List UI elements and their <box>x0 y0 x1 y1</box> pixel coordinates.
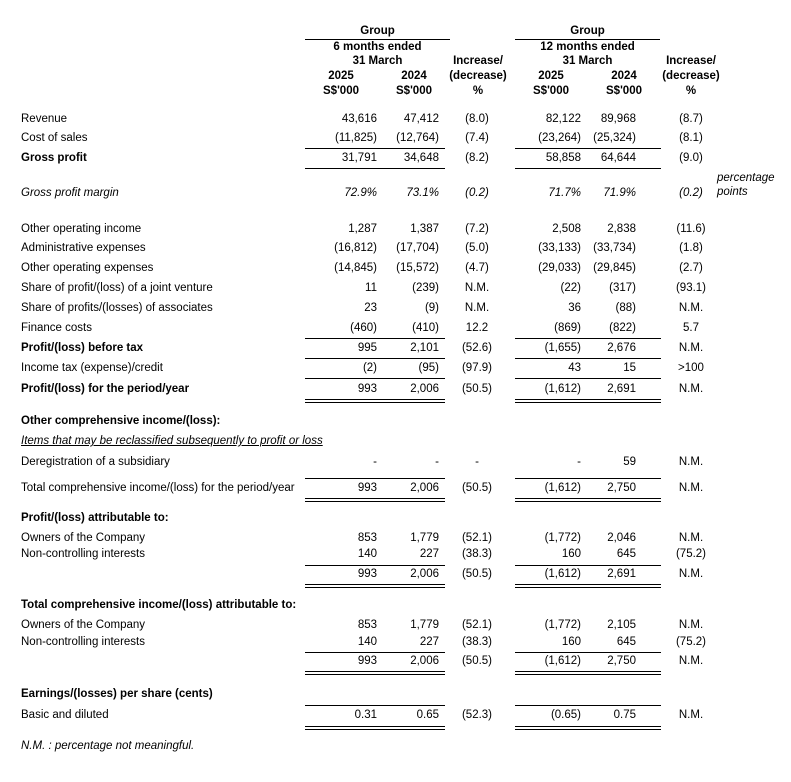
cell-12m-change: >100 <box>678 362 704 374</box>
row-label: Owners of the Company <box>21 619 146 631</box>
cell-12m-2024: 0.75 <box>613 709 636 721</box>
cell-12m-2024: 2,838 <box>607 223 636 235</box>
cell-6m-change: (52.3) <box>461 709 493 721</box>
cell-12m-2025: (1,612) <box>544 568 581 580</box>
cell-12m-2024: (29,845) <box>593 262 636 274</box>
cell-12m-2025: (1,612) <box>544 482 581 494</box>
cell-12m-2024: 2,105 <box>607 619 636 631</box>
underline-rule <box>515 498 661 499</box>
cell-12m-2024: 89,968 <box>600 113 636 125</box>
row-label: Finance costs <box>21 322 92 334</box>
row-label: Owners of the Company <box>21 532 146 544</box>
cell-12m-change: (8.7) <box>679 113 703 125</box>
cell-12m-2024: 645 <box>616 636 636 648</box>
cell-6m-2024: 73.1% <box>406 187 439 199</box>
cell-12m-2024: 2,691 <box>607 568 636 580</box>
underline-rule <box>515 671 661 672</box>
cell-12m-change: (8.1) <box>679 132 703 144</box>
cell-6m-2024: 1,387 <box>410 223 439 235</box>
cell-12m-2025: (1,772) <box>544 619 581 631</box>
period-title-12m: 12 months ended <box>540 41 635 53</box>
cell-12m-change: N.M. <box>678 302 704 314</box>
cell-12m-change: (2.7) <box>679 262 703 274</box>
cell-12m-change: N.M. <box>678 568 704 580</box>
cell-6m-2024: 2,006 <box>410 383 439 395</box>
margin-note-2: points <box>717 186 748 198</box>
underline-rule <box>515 399 661 400</box>
cell-12m-2024: 2,046 <box>607 532 636 544</box>
unit-prior-12m: S$'000 <box>606 85 642 97</box>
cell-6m-2025: 140 <box>357 636 377 648</box>
cell-12m-2025: (33,133) <box>538 242 581 254</box>
cell-6m-2024: 0.65 <box>416 709 439 721</box>
cell-6m-change: (8.0) <box>465 113 489 125</box>
row-label: Other operating expenses <box>21 262 154 274</box>
year-prior-6m: 2024 <box>401 70 427 82</box>
row-label: Administrative expenses <box>21 242 146 254</box>
row-label: Income tax (expense)/credit <box>21 362 163 374</box>
cell-6m-2024: 2,101 <box>410 342 439 354</box>
change-label-6m-2: (decrease) <box>449 70 507 82</box>
cell-6m-change: (0.2) <box>465 187 489 199</box>
underline-rule <box>305 565 445 566</box>
cell-6m-change: (52.1) <box>461 532 493 544</box>
row-label: Share of profit/(loss) of a joint venture <box>21 282 213 294</box>
cell-6m-2025: 31,791 <box>341 152 377 164</box>
cell-12m-change: N.M. <box>678 482 704 494</box>
underline-rule <box>305 671 445 672</box>
cell-6m-change: (50.5) <box>461 655 493 667</box>
cell-6m-2025: (11,825) <box>335 132 377 144</box>
profit-attrib-heading: Profit/(loss) attributable to: <box>21 512 169 524</box>
cell-12m-2024: (25,324) <box>593 132 636 144</box>
group-label-12m: Group <box>570 25 605 37</box>
cell-6m-2024: (410) <box>412 322 439 334</box>
cell-12m-2025: (22) <box>560 282 581 294</box>
oci-heading: Other comprehensive income/(loss): <box>21 415 221 427</box>
cell-6m-2025: 853 <box>357 532 377 544</box>
cell-6m-2024: 2,006 <box>410 482 439 494</box>
cell-6m-2024: 227 <box>419 548 439 560</box>
row-label: Cost of sales <box>21 132 88 144</box>
cell-6m-2024: 227 <box>419 636 439 648</box>
unit-current-6m: S$'000 <box>323 85 359 97</box>
cell-6m-change: 12.2 <box>465 322 489 334</box>
underline-rule <box>305 478 445 479</box>
unit-current-12m: S$'000 <box>533 85 569 97</box>
cell-12m-change: N.M. <box>678 619 704 631</box>
cell-6m-2025: 140 <box>357 548 377 560</box>
cell-12m-2025: (1,772) <box>544 532 581 544</box>
row-label: Gross profit <box>21 152 87 164</box>
underline-rule <box>305 168 445 169</box>
cell-6m-change: (38.3) <box>461 548 493 560</box>
cell-12m-2024: 59 <box>623 456 636 468</box>
period-date-6m: 31 March <box>352 55 403 67</box>
underline-rule <box>515 565 661 566</box>
cell-6m-2025: (14,845) <box>334 262 377 274</box>
underline-rule <box>515 652 661 653</box>
year-current-6m: 2025 <box>328 70 354 82</box>
cell-12m-change: N.M. <box>678 342 704 354</box>
cell-12m-2025: 58,858 <box>545 152 581 164</box>
cell-6m-2024: (9) <box>424 302 439 314</box>
underline-rule <box>305 729 445 730</box>
cell-6m-2024: (15,572) <box>396 262 439 274</box>
underline-rule <box>305 705 445 706</box>
cell-12m-change: N.M. <box>678 532 704 544</box>
cell-12m-change: (75.2) <box>675 548 707 560</box>
underline-rule <box>305 584 445 585</box>
tci-attrib-heading: Total comprehensive income/(loss) attributable to: <box>21 599 297 611</box>
row-label: Total comprehensive income/(loss) for the period/year <box>21 482 295 494</box>
cell-12m-2025: (0.65) <box>550 709 581 721</box>
cell-12m-2024: 2,750 <box>607 655 636 667</box>
change-label-6m-3: % <box>472 85 484 97</box>
cell-12m-2025: (29,033) <box>538 262 581 274</box>
cell-12m-2024: 64,644 <box>600 152 636 164</box>
cell-12m-2025: (1,612) <box>544 383 581 395</box>
underline-rule <box>305 338 445 339</box>
oci-subheading: Items that may be reclassified subsequently to profit or loss <box>21 435 323 447</box>
cell-6m-2025: (2) <box>362 362 377 374</box>
underline-rule <box>515 501 661 502</box>
eps-heading: Earnings/(losses) per share (cents) <box>21 688 213 700</box>
underline-rule <box>515 402 661 403</box>
cell-12m-change: (9.0) <box>679 152 703 164</box>
underline-rule <box>305 358 445 359</box>
underline-rule <box>305 652 445 653</box>
cell-12m-2024: 15 <box>623 362 636 374</box>
cell-6m-2025: 11 <box>365 282 377 294</box>
underline-rule <box>515 358 661 359</box>
underline-rule <box>515 148 661 149</box>
cell-6m-2025: 993 <box>357 482 377 494</box>
cell-6m-2025: - <box>373 456 377 468</box>
row-label: Share of profits/(losses) of associates <box>21 302 213 314</box>
cell-12m-2024: 2,676 <box>607 342 636 354</box>
cell-6m-change: (8.2) <box>465 152 489 164</box>
cell-6m-change: (7.4) <box>465 132 489 144</box>
cell-6m-2024: (95) <box>418 362 439 374</box>
row-label: Non-controlling interests <box>21 548 146 560</box>
row-label: Basic and diluted <box>21 709 109 721</box>
underline-rule <box>515 674 661 675</box>
cell-12m-2025: (869) <box>554 322 581 334</box>
cell-6m-2025: 0.31 <box>354 709 377 721</box>
cell-12m-change: (11.6) <box>676 223 706 235</box>
cell-6m-2025: 993 <box>357 568 377 580</box>
underline-rule <box>305 674 445 675</box>
change-label-12m-2: (decrease) <box>662 70 720 82</box>
group-label-6m: Group <box>360 25 395 37</box>
unit-prior-6m: S$'000 <box>396 85 432 97</box>
underline-rule <box>515 378 661 379</box>
underline-rule <box>515 729 661 730</box>
cell-12m-2024: 2,691 <box>607 383 636 395</box>
cell-12m-2025: 2,508 <box>552 223 581 235</box>
cell-12m-2025: 160 <box>561 636 581 648</box>
cell-12m-change: N.M. <box>678 456 704 468</box>
cell-6m-change: - <box>475 456 479 468</box>
cell-6m-change: (50.5) <box>461 383 493 395</box>
underline-rule <box>305 498 445 499</box>
cell-12m-change: (0.2) <box>679 187 703 199</box>
cell-12m-2025: - <box>577 456 581 468</box>
cell-6m-2024: 2,006 <box>410 655 439 667</box>
cell-12m-2025: (23,264) <box>538 132 581 144</box>
cell-12m-2025: 36 <box>568 302 581 314</box>
row-label: Gross profit margin <box>21 187 119 199</box>
period-date-12m: 31 March <box>562 55 613 67</box>
cell-6m-change: (50.5) <box>461 482 493 494</box>
cell-6m-2024: 47,412 <box>403 113 439 125</box>
cell-12m-change: N.M. <box>678 655 704 667</box>
cell-12m-2025: 71.7% <box>548 187 581 199</box>
cell-6m-2025: 43,616 <box>341 113 377 125</box>
underline-rule <box>515 584 661 585</box>
cell-12m-2025: 43 <box>568 362 581 374</box>
underline-rule <box>305 501 445 502</box>
change-label-6m-1: Increase/ <box>453 55 503 67</box>
cell-6m-2025: (460) <box>350 322 377 334</box>
row-label: Revenue <box>21 113 68 125</box>
cell-6m-change: (50.5) <box>461 568 493 580</box>
cell-6m-change: (38.3) <box>461 636 493 648</box>
cell-12m-2024: (822) <box>609 322 636 334</box>
cell-6m-change: (7.2) <box>465 223 489 235</box>
cell-6m-2024: 1,779 <box>410 619 439 631</box>
row-label: Profit/(loss) before tax <box>21 342 144 354</box>
cell-12m-2024: (317) <box>609 282 636 294</box>
cell-6m-2024: (239) <box>412 282 439 294</box>
cell-6m-change: (97.9) <box>461 362 493 374</box>
cell-6m-2025: 1,287 <box>348 223 377 235</box>
underline-rule <box>305 399 445 400</box>
margin-note-1: percentage <box>717 172 775 184</box>
cell-12m-2024: 71.9% <box>603 187 636 199</box>
cell-6m-change: N.M. <box>464 282 490 294</box>
underline-rule <box>515 726 661 727</box>
underline-rule <box>515 705 661 706</box>
year-prior-12m: 2024 <box>611 70 637 82</box>
cell-12m-change: (1.8) <box>679 242 703 254</box>
cell-12m-change: (93.1) <box>675 282 707 294</box>
cell-12m-2024: (33,734) <box>593 242 636 254</box>
cell-6m-2024: (17,704) <box>396 242 439 254</box>
cell-6m-2025: 72.9% <box>344 187 377 199</box>
cell-12m-2025: 160 <box>561 548 581 560</box>
cell-12m-2025: 82,122 <box>545 113 581 125</box>
cell-6m-2025: 993 <box>357 383 377 395</box>
cell-6m-2024: 34,648 <box>403 152 439 164</box>
cell-6m-change: (52.6) <box>461 342 493 354</box>
year-current-12m: 2025 <box>538 70 564 82</box>
cell-12m-change: (75.2) <box>675 636 707 648</box>
underline-rule <box>515 478 661 479</box>
cell-6m-2025: 853 <box>357 619 377 631</box>
cell-12m-2025: (1,655) <box>544 342 581 354</box>
cell-6m-2024: - <box>435 456 439 468</box>
cell-6m-change: (5.0) <box>465 242 489 254</box>
underline-rule <box>515 338 661 339</box>
cell-6m-2024: 2,006 <box>410 568 439 580</box>
cell-12m-2024: 645 <box>616 548 636 560</box>
period-title-6m: 6 months ended <box>333 41 422 53</box>
cell-6m-2025: 995 <box>357 342 377 354</box>
change-label-12m-1: Increase/ <box>666 55 716 67</box>
cell-12m-change: N.M. <box>678 709 704 721</box>
cell-6m-change: (52.1) <box>461 619 493 631</box>
underline-rule <box>515 168 661 169</box>
underline-rule <box>305 148 445 149</box>
underline-rule <box>305 726 445 727</box>
underline-rule <box>515 587 661 588</box>
row-label: Other operating income <box>21 223 142 235</box>
cell-6m-change: (4.7) <box>465 262 489 274</box>
cell-6m-2024: 1,779 <box>410 532 439 544</box>
cell-6m-change: N.M. <box>464 302 490 314</box>
cell-12m-2024: (88) <box>615 302 636 314</box>
cell-6m-2024: (12,764) <box>396 132 439 144</box>
cell-6m-2025: 993 <box>357 655 377 667</box>
cell-6m-2025: (16,812) <box>334 242 377 254</box>
cell-6m-2025: 23 <box>364 302 377 314</box>
row-label: Profit/(loss) for the period/year <box>21 383 190 395</box>
footnote: N.M. : percentage not meaningful. <box>21 740 195 752</box>
cell-12m-change: N.M. <box>678 383 704 395</box>
underline-rule <box>305 378 445 379</box>
cell-12m-2024: 2,750 <box>607 482 636 494</box>
underline-rule <box>305 402 445 403</box>
row-label: Non-controlling interests <box>21 636 146 648</box>
change-label-12m-3: % <box>685 85 697 97</box>
cell-12m-change: 5.7 <box>683 322 699 334</box>
underline-rule <box>305 587 445 588</box>
cell-12m-2025: (1,612) <box>544 655 581 667</box>
row-label: Deregistration of a subsidiary <box>21 456 170 468</box>
